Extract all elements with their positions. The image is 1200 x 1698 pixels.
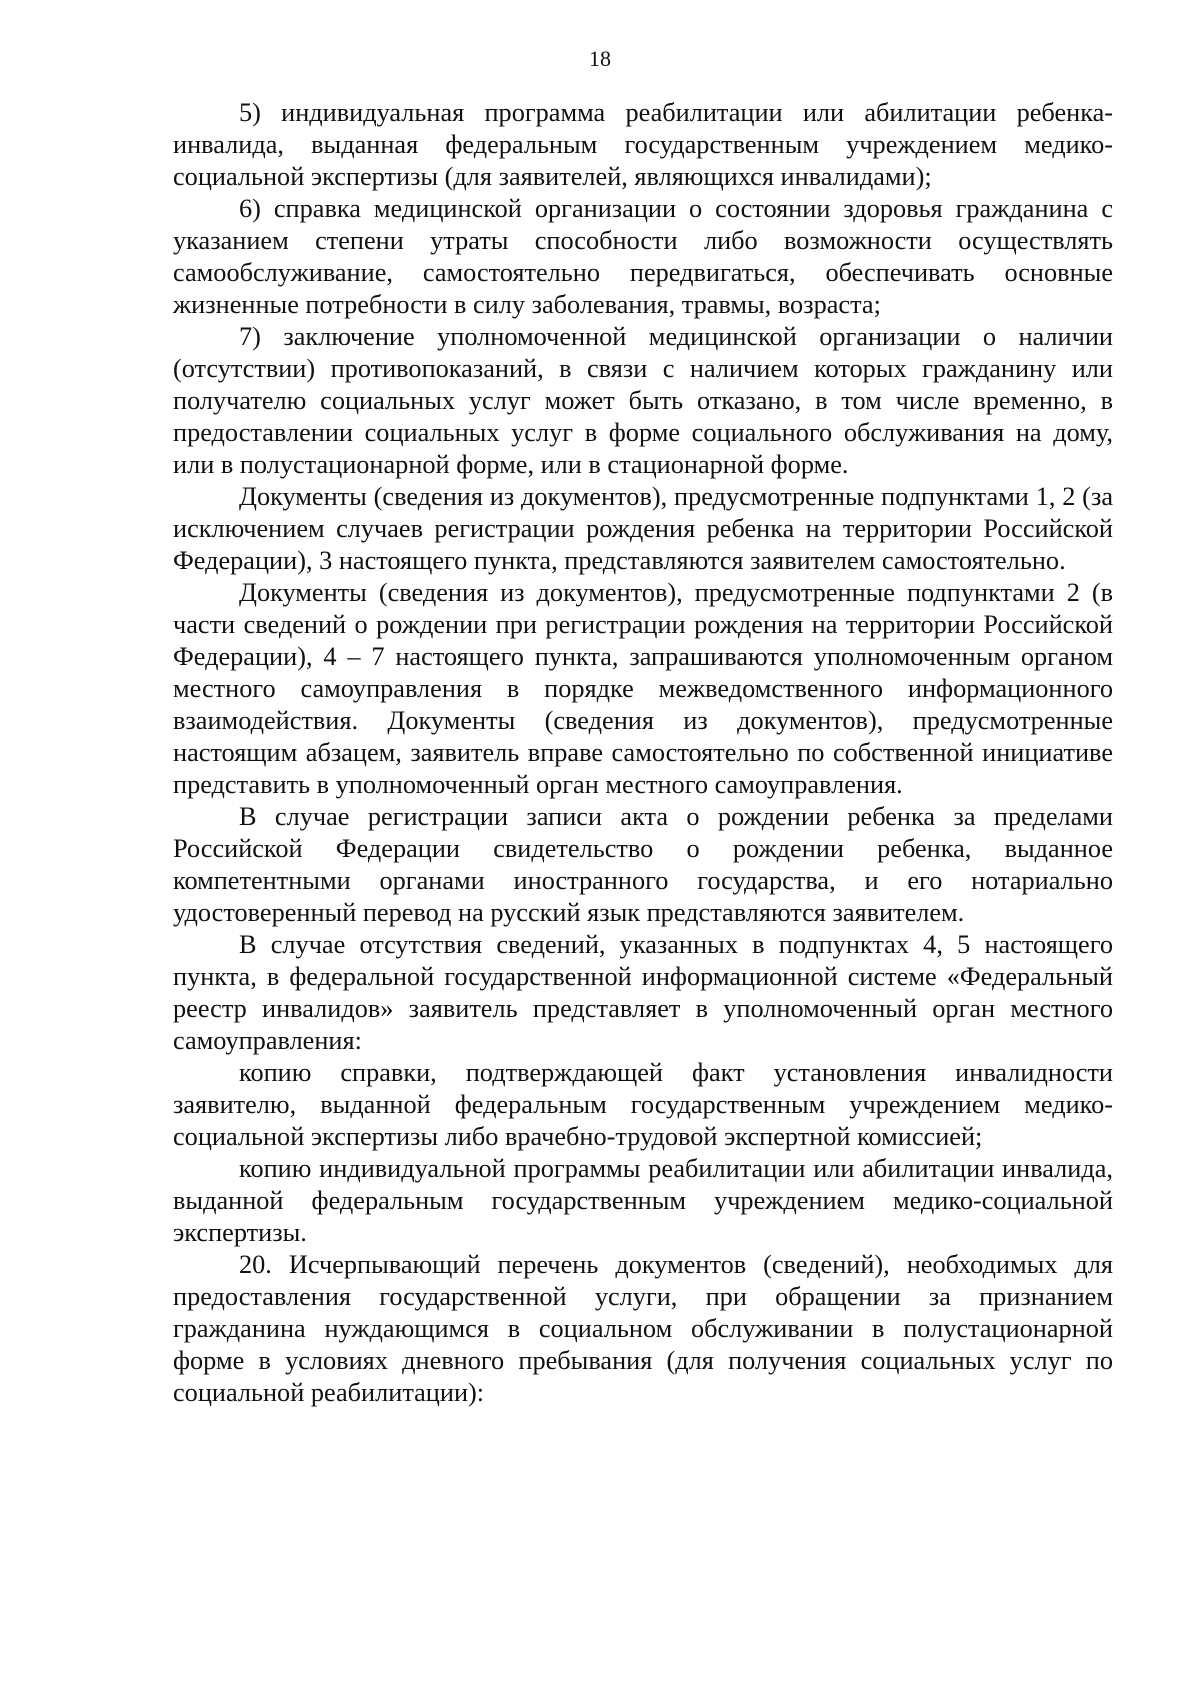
paragraph-item-6: 6) справка медицинской организации о состоянии здоровья гражданина с указанием степени утраты способности либо возможности осуществлять самообслуживание, самостоятельно передвигаться, обеспечивать основные жизненные потребности в силу заболевания, травмы, возраста; — [173, 194, 1113, 319]
paragraph-disability-registry: В случае отсутствия сведений, указанных в подпунктах 4, 5 настоящего пункта, в федеральной государственной информационной системе «Федеральный реестр инвалидов» заявитель представляет в уполномоченный орган местного самоуправления: — [173, 930, 1113, 1055]
paragraph-item-5: 5) индивидуальная программа реабилитации или абилитации ребенка-инвалида, выданная федеральным государственным учреждением медико-социальной экспертизы (для заявителей, являющихся инвалидами); — [173, 98, 1113, 191]
paragraph-item-7: 7) заключение уполномоченной медицинской организации о наличии (отсутствии) противопоказаний, в связи с наличием которых гражданину или получателю социальных услуг может быть отказано, в том числе временно, в предоставлении социальных услуг в форме социального обслуживания на дому, или в полустационарной форме, или в стационарной форме. — [173, 322, 1113, 479]
paragraph-documents-requested: Документы (сведения из документов), предусмотренные подпунктами 2 (в части сведений о рождении при регистрации рождения на территории Российской Федерации), 4 – 7 настоящего пункта, запрашиваются уполномоченным органом местного самоуправления в порядке межведомственного информационного взаимодействия. Документы (сведения из документов), предусмотренные настоящим абзацем, заявитель вправе самостоятельно по собственной инициативе представить в уполномоченный орган местного самоуправления. — [173, 578, 1113, 799]
paragraph-item-20: 20. Исчерпывающий перечень документов (сведений), необходимых для предоставления государственной услуги, при обращении за признанием гражданина нуждающимся в социальном обслуживании в полустационарной форме в условиях дневного пребывания (для получения социальных услуг по социальной реабилитации): — [173, 1250, 1113, 1407]
paragraph-copy-program: копию индивидуальной программы реабилитации или абилитации инвалида, выданной федеральным государственным учреждением медико-социальной экспертизы. — [173, 1154, 1113, 1247]
paragraph-foreign-birth: В случае регистрации записи акта о рождении ребенка за пределами Российской Федерации свидетельство о рождении ребенка, выданное компетентными органами иностранного государства, и его нотариально удостоверенный перевод на русский язык представляются заявителем. — [173, 802, 1113, 927]
paragraph-documents-self: Документы (сведения из документов), предусмотренные подпунктами 1, 2 (за исключением случаев регистрации рождения ребенка на территории Российской Федерации), 3 настоящего пункта, представляются заявителем самостоятельно. — [173, 482, 1113, 575]
document-body — [173, 97, 1113, 1409]
page-number: 18 — [589, 46, 611, 71]
paragraph-copy-certificate: копию справки, подтверждающей факт установления инвалидности заявителю, выданной федеральным государственным учреждением медико-социальной экспертизы либо врачебно-трудовой экспертной комиссией; — [173, 1058, 1113, 1151]
